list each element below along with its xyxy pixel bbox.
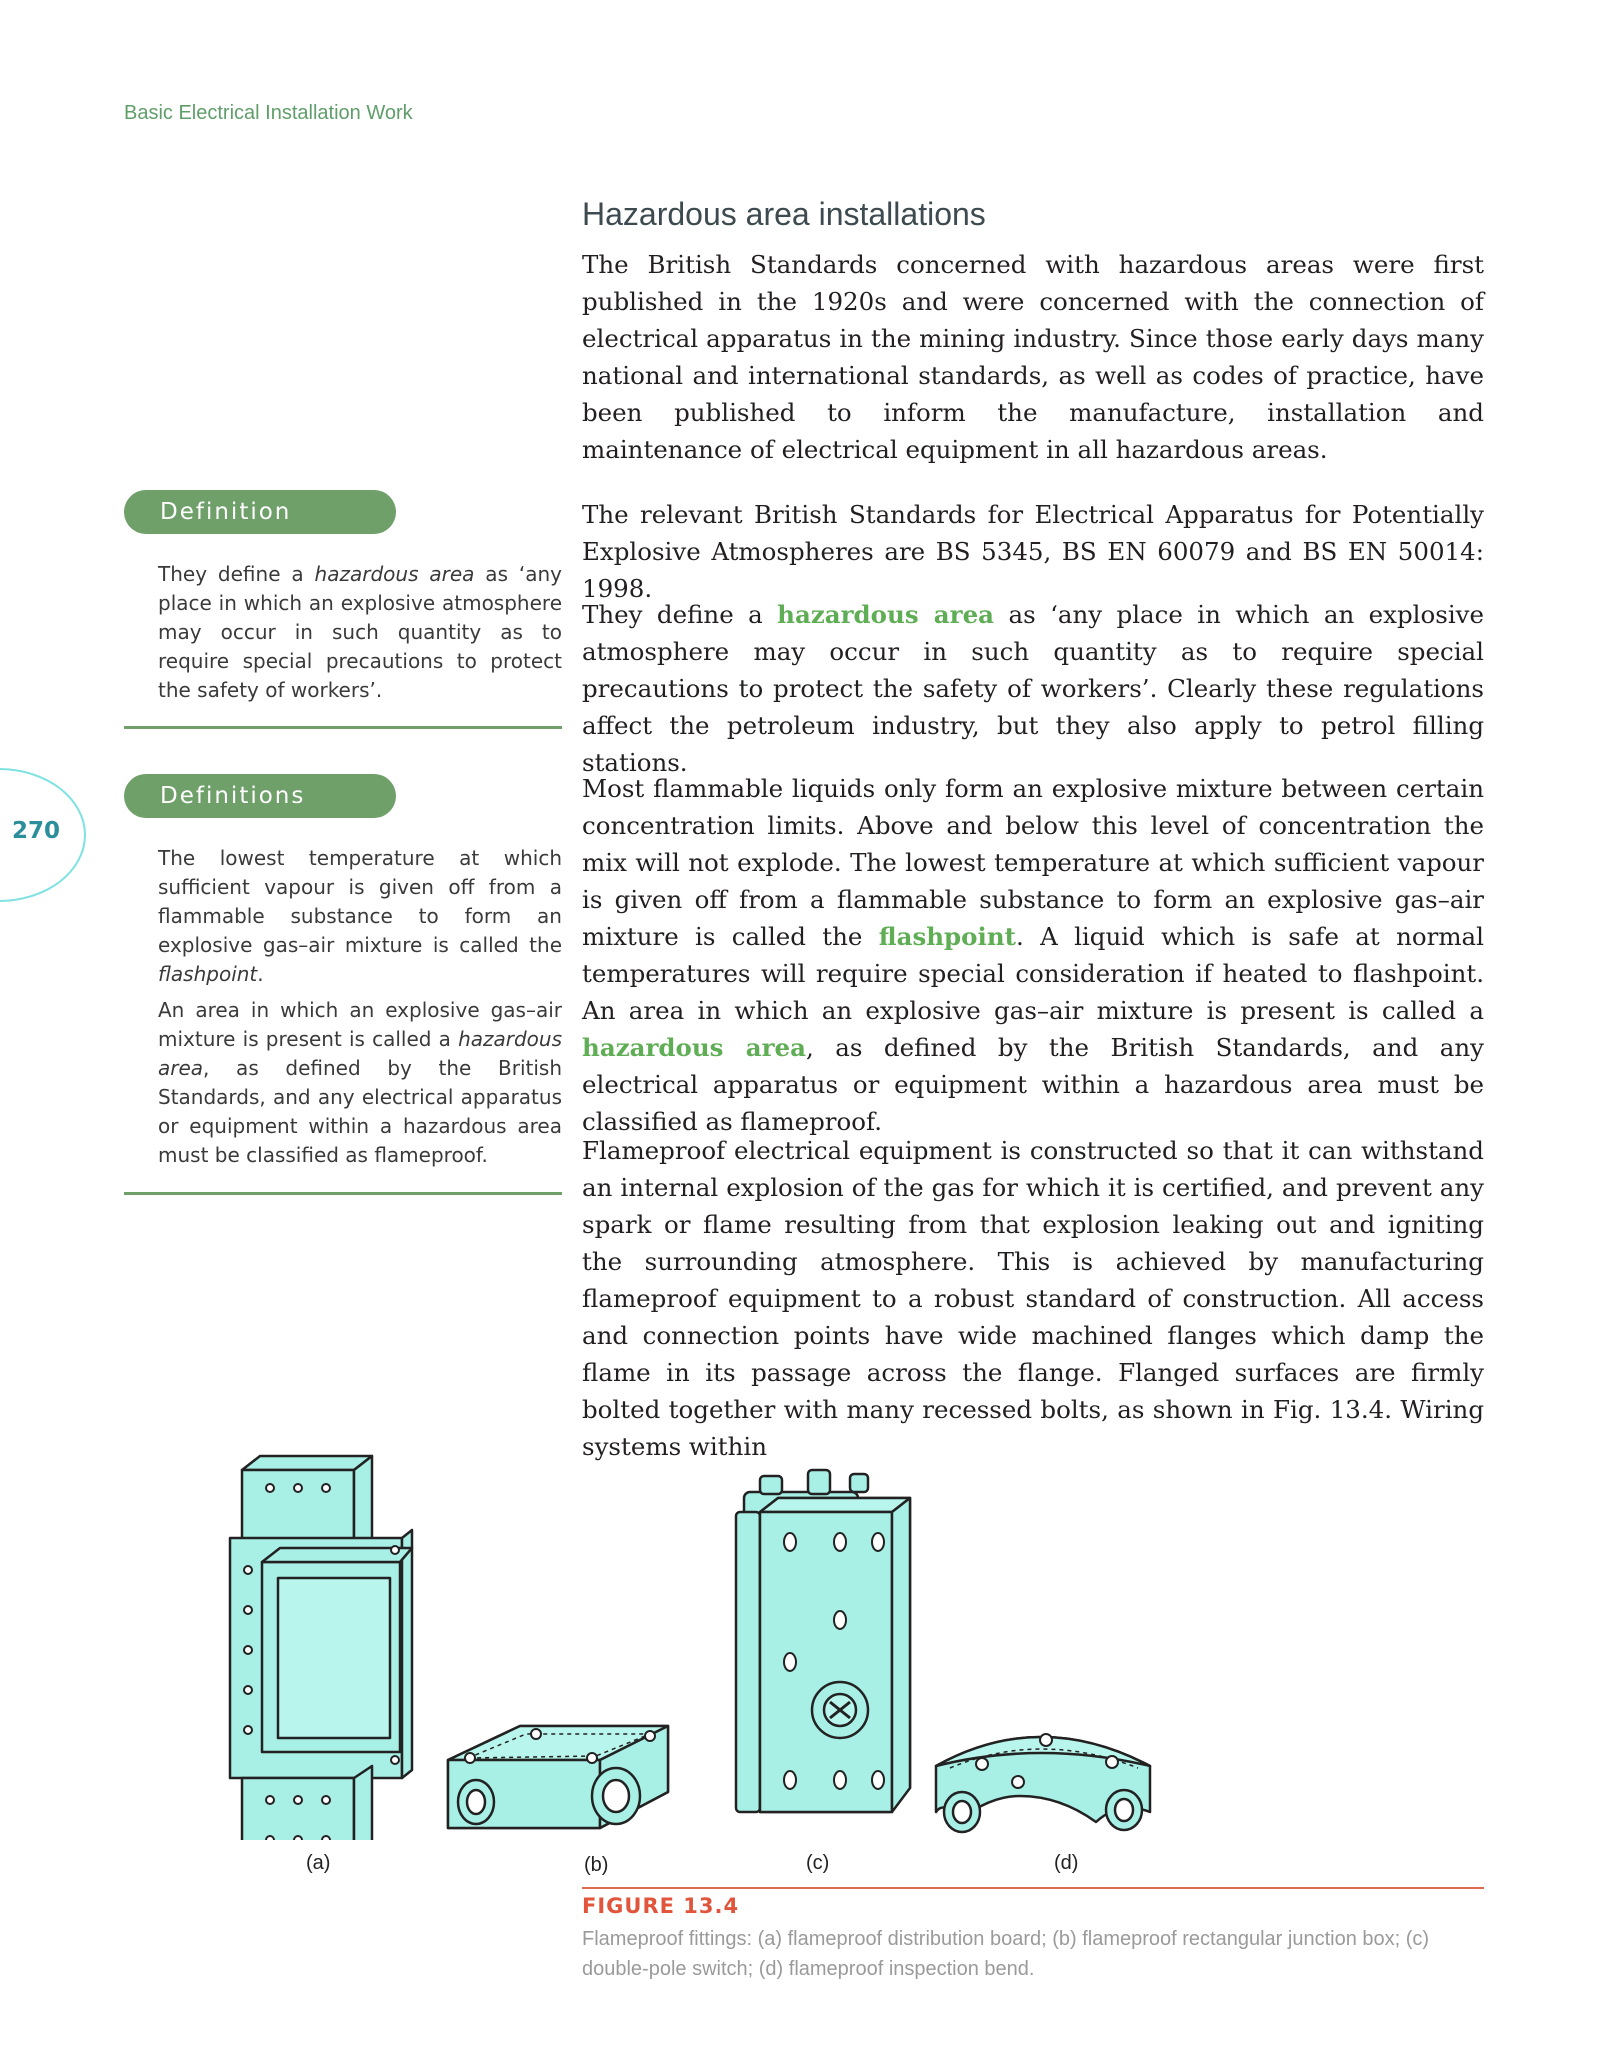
inspection-bend-illustration <box>936 1734 1150 1832</box>
body-paragraph-5: Flameproof electrical equipment is constructed so that it can withstand an internal explosion of the gas for which it is certified, and prevent any spark or flame resulting from that explosion leaking out and igniting the surrounding atmosphere. This is achieved by manufacturing flameproof equipment to a robust standard of construction. All access and connection points have wide machined flanges which damp the flame in its passage across the flange. Flanged surfaces are firmly bolted together with many recessed bolts, as shown in Fig. 13.4. Wiring systems within <box>582 1136 1484 1461</box>
definition-heading: Definition <box>124 490 396 534</box>
figure-number: FIGURE 13.4 <box>582 1894 740 1918</box>
figure-label-a: (a) <box>306 1852 331 1874</box>
keyword-hazardous-area: hazardous area <box>582 1033 806 1062</box>
figure-label-b: (b) <box>584 1854 609 1876</box>
body-paragraph-2: The relevant British Standards for Electrical Apparatus for Potentially Explosive Atmospheres are BS 5345, BS EN 60079 and BS EN 50014: 1998. <box>582 500 1484 603</box>
figure-illustrations <box>0 1440 1600 1840</box>
body-paragraph-4: Most flammable liquids only form an explosive mixture between certain concentration limits. Above and below this level of concentration the mix will not explode. The lowest temperature at which sufficient vapour is given off from a flammable substance to form an explosive gas–air mixture is called the flashpoint. A liquid which is safe at normal temperatures will require special consideration if heated to flashpoint. An area in which an explosive gas–air mixture is present is called a hazardous area, as defined by the British Standards, and any electrical apparatus or equipment within a hazardous area must be classified as flameproof. <box>582 774 1484 1136</box>
figure-rule <box>582 1887 1484 1889</box>
definition-text: They define a hazardous area as ‘any place in which an explosive atmosphere may occur in such quantity as to require special precautions to protect the safety of workers’. <box>158 562 562 702</box>
figure-caption: Flameproof fittings: (a) flameproof distribution board; (b) flameproof rectangular junction box; (c) double-pole switch; (d) flameproof inspection bend. <box>582 1928 1430 1980</box>
body-paragraph-1: The British Standards concerned with hazardous areas were first published in the 1920s and were concerned with the connection of electrical apparatus in the mining industry. Since those early days many national and international standards, as well as codes of practice, have been published to inform the manufacture, installation and maintenance of electrical equipment in all hazardous areas. <box>582 250 1484 464</box>
page-number: 270 <box>12 818 61 844</box>
section-title: Hazardous area installations <box>582 196 986 232</box>
definitions-divider <box>124 1192 562 1195</box>
definition-divider <box>124 726 562 729</box>
running-head: Basic Electrical Installation Work <box>124 102 413 124</box>
figure-label-c: (c) <box>806 1852 830 1874</box>
definitions-text-flashpoint: The lowest temperature at which sufficient vapour is given off from a flammable substance to form an explosive gas–air mixture is called the flashpoint. <box>158 846 562 986</box>
definitions-heading: Definitions <box>124 774 396 818</box>
definitions-text-hazardous-area: An area in which an explosive gas–air mixture is present is called a hazardous area, as defined by the British Standards, and any electrical apparatus or equipment within a hazardous area must be classified as flameproof. <box>158 998 562 1167</box>
body-paragraph-3: They define a hazardous area as ‘any place in which an explosive atmosphere may occur in such quantity as to require special precautions to protect the safety of workers’. Clearly these regulations affect the petroleum industry, but they also apply to petrol filling stations. <box>582 600 1484 777</box>
junction-box-illustration <box>448 1726 668 1828</box>
keyword-flashpoint: flashpoint <box>878 922 1016 951</box>
figure-label-d: (d) <box>1054 1852 1079 1874</box>
keyword-hazardous-area: hazardous area <box>777 600 995 629</box>
switch-illustration <box>736 1470 910 1812</box>
distribution-board-illustration <box>230 1456 412 1840</box>
